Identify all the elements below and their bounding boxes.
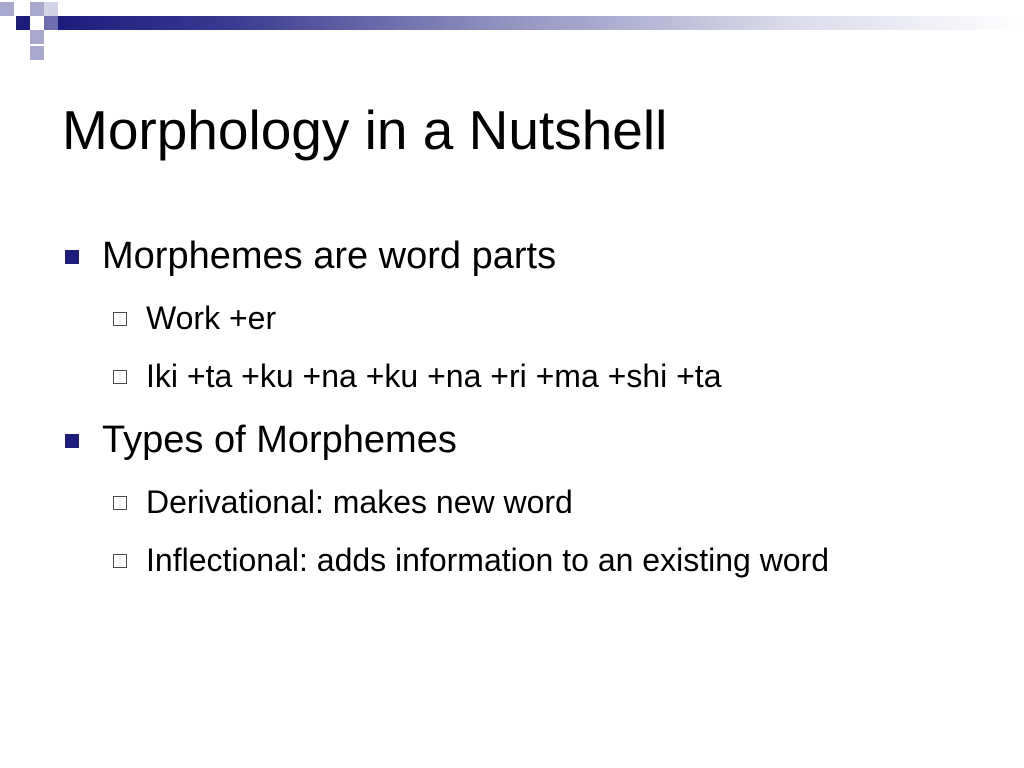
sub-bullet-item [62, 354, 962, 398]
hollow-square-icon [113, 312, 127, 326]
filled-square-icon [65, 434, 79, 448]
decor-square [30, 46, 44, 60]
sub-bullet-text: Derivational: makes new word [146, 484, 573, 520]
hollow-square-icon [113, 496, 127, 510]
sub-bullet-item [62, 296, 962, 340]
decor-square [30, 30, 44, 44]
filled-square-icon [65, 250, 79, 264]
decor-square [30, 2, 44, 16]
sub-bullet-text: Inflectional: adds information to an existing word [146, 542, 830, 578]
bullet-text: Morphemes are word parts [102, 235, 557, 277]
hollow-square-icon [113, 370, 127, 384]
bullet-text: Types of Morphemes [102, 419, 457, 461]
bullet-item [62, 414, 962, 466]
sub-bullet-item [62, 538, 962, 582]
header-gradient-strip [58, 16, 1024, 30]
bullet-item [62, 230, 962, 282]
sub-bullet-item [62, 480, 962, 524]
decor-square [16, 16, 30, 30]
sub-bullet-text: Work +er [146, 300, 277, 336]
decor-square [0, 2, 14, 16]
hollow-square-icon [113, 554, 127, 568]
bullet-list [62, 230, 962, 582]
decor-square [44, 16, 58, 30]
decor-square [44, 2, 58, 16]
slide-title: Morphology in a Nutshell [62, 99, 668, 161]
header-decoration [0, 0, 1024, 35]
sub-bullet-text: Iki +ta +ku +na +ku +na +ri +ma +shi +ta [146, 358, 722, 394]
